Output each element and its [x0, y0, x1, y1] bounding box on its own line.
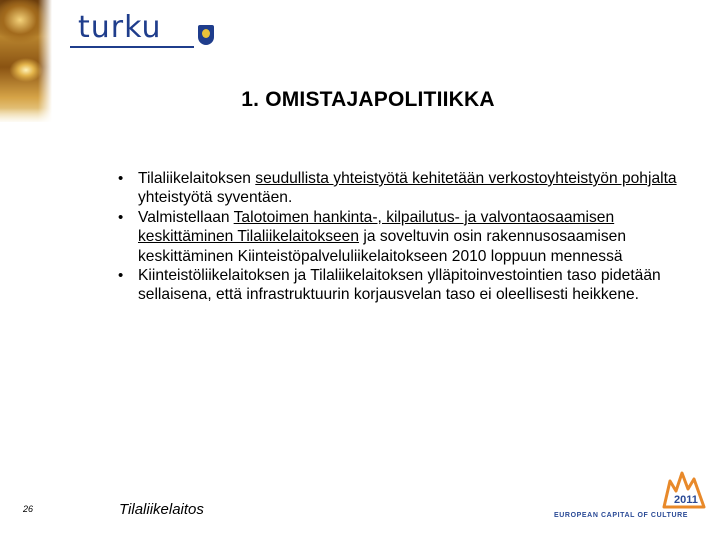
bullet-text: ja soveltuvin osin rakennusosaamisen keskittäminen Kiinteistöpalveluliikelaitokseen 2010 loppuun mennessä [138, 228, 626, 265]
underlined-text: seudullista yhteistyötä kehitetään verkostoyhteistyön pohjalta [255, 170, 677, 187]
bullet-text: Tilaliikelaitoksen [138, 170, 256, 187]
bullet-text: Kiinteistöliikelaitoksen ja Tilaliikelaitoksen ylläpitoinvestointien taso pidetään sellaisena, että infrastruktuurin korjausvelan taso ei oleellisesti heikkene. [138, 267, 661, 304]
eco-year: 2011 [674, 494, 698, 506]
bullet-dot-icon: • [118, 170, 124, 187]
page-title: 1. OMISTAJAPOLITIIKKA [241, 88, 495, 111]
capital-of-culture-icon [660, 467, 708, 511]
bullet-dot-icon: • [118, 267, 124, 285]
bullet-item [112, 266, 682, 305]
logo-text: turku [78, 10, 162, 45]
bullet-text: yhteistyötä syventäen. [138, 189, 293, 207]
bullet-item [112, 169, 682, 208]
page-number: 26 [23, 504, 34, 514]
bullet-item [112, 208, 682, 266]
capital-of-culture-text: EUROPEAN CAPITAL OF CULTURE [554, 512, 689, 519]
underlined-text: Talotoimen hankinta-, kilpailutus- ja valvontaosaamisen keskittäminen Tilaliikelaitokseen [138, 208, 615, 246]
footer-label: Tilaliikelaitos [119, 501, 204, 518]
bullet-list [112, 169, 682, 305]
turku-logo[interactable] [70, 10, 215, 48]
logo-underline [70, 46, 194, 48]
crest-icon [198, 25, 214, 45]
bullet-text: Valmistellaan [138, 208, 234, 226]
bullet-dot-icon: • [118, 208, 124, 226]
